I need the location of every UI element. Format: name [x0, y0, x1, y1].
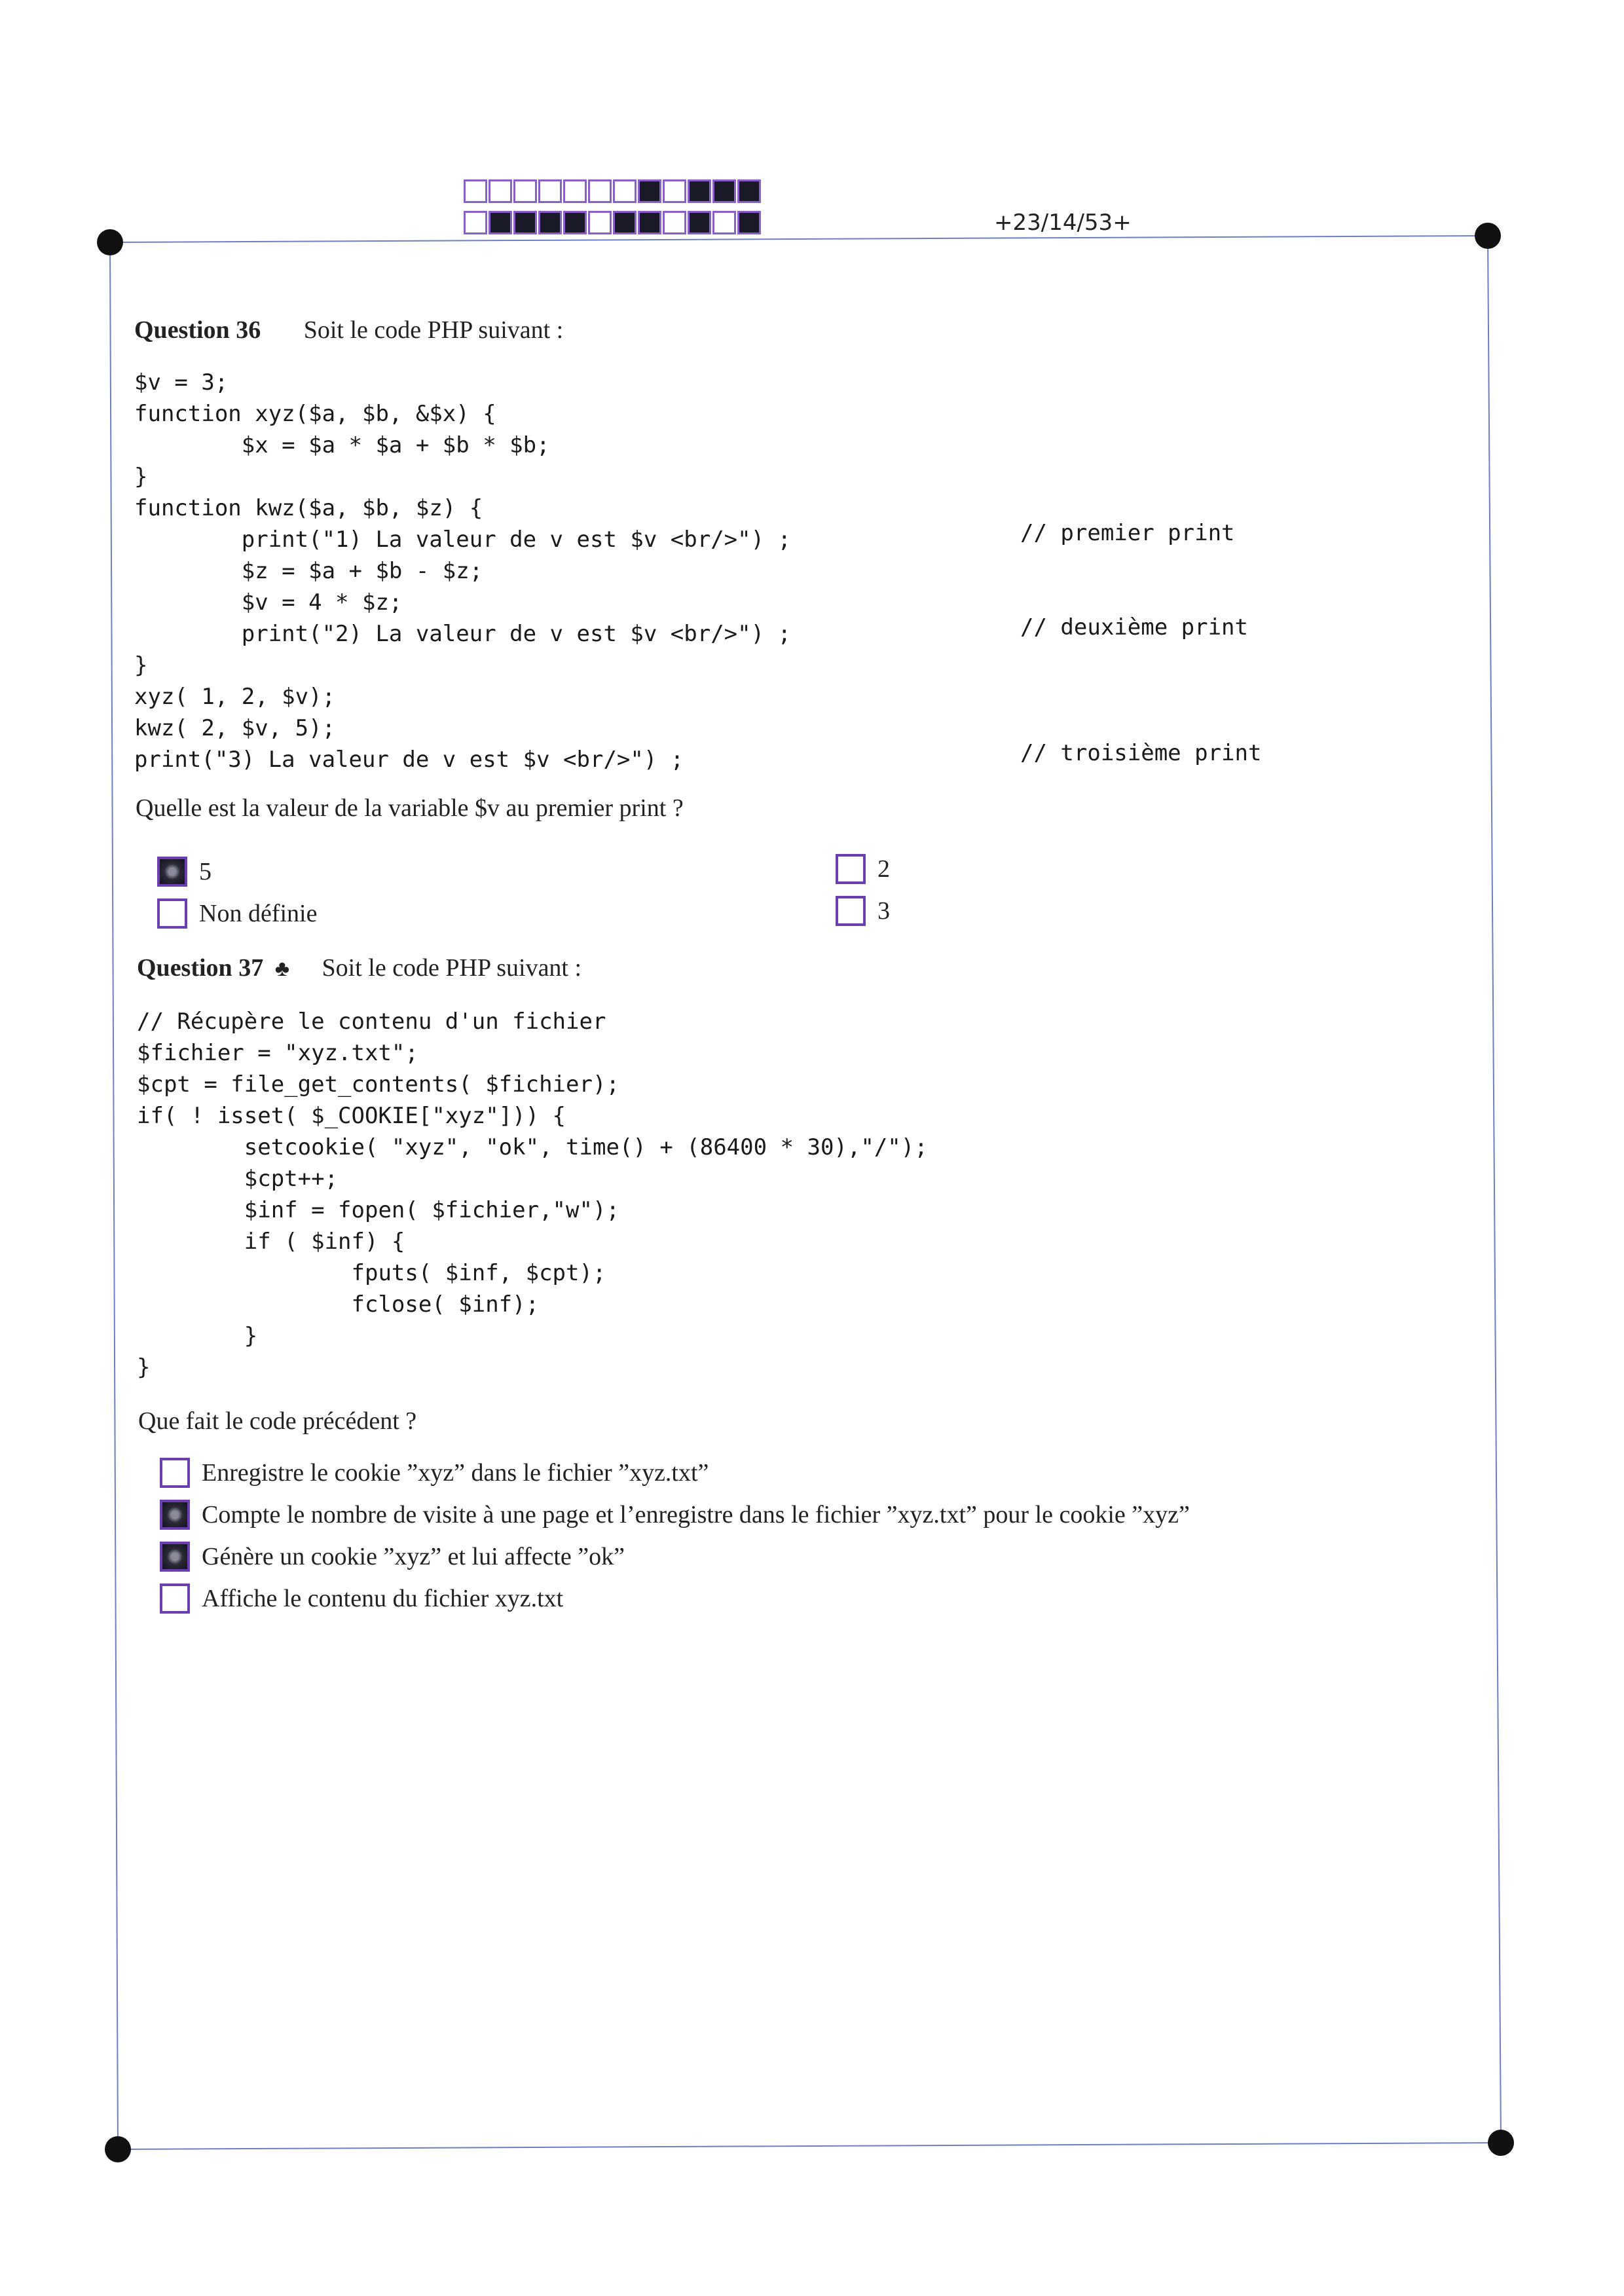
question-36-number: Question 36 — [134, 316, 261, 344]
question-37-code: // Récupère le contenu d'un fichier $fichier = "xyz.txt"; $cpt = file_get_contents( $fichier); if( ! isset( $_COOKIE["xyz"])) { setcookie( "xyz", "ok", time() + (86400 * 30),"/"); $cpt++; $inf = fopen( $fichier,"w"); if ( $inf) { fputs( $inf, $cpt); fclose( $inf); } } — [137, 1009, 928, 1380]
answer-37-c[interactable] — [160, 1542, 625, 1572]
barcode-row — [464, 179, 765, 204]
corner-mark-bottom-right — [1488, 2130, 1514, 2156]
answer-label: Enregistre le cookie ”xyz” dans le fichier ”xyz.txt” — [202, 1459, 709, 1487]
barcode-cell — [663, 179, 686, 203]
answer-37-a[interactable] — [160, 1458, 709, 1488]
corner-mark-top-left — [97, 229, 123, 255]
answer-label: 5 — [199, 858, 212, 885]
corner-mark-bottom-left — [105, 2136, 131, 2162]
answer-36-d[interactable] — [836, 896, 890, 926]
answer-checkbox[interactable] — [836, 854, 866, 884]
barcode-cell — [737, 179, 761, 203]
barcode-row — [464, 211, 765, 236]
answer-checkbox[interactable] — [836, 896, 866, 926]
comment-deuxieme-print: // deuxième print — [1020, 614, 1248, 640]
barcode-cell — [712, 179, 736, 203]
answer-37-d[interactable] — [160, 1583, 563, 1614]
question-37-intro: Soit le code PHP suivant : — [322, 954, 582, 982]
answer-36-c[interactable] — [836, 854, 890, 884]
comment-troisieme-print: // troisième print — [1020, 740, 1262, 766]
answer-label: Non définie — [199, 900, 318, 927]
barcode-cell — [663, 211, 686, 234]
question-37-heading — [137, 954, 581, 982]
barcode-cell — [513, 179, 537, 203]
barcode-cell — [563, 211, 587, 234]
barcode-cell — [613, 211, 637, 234]
barcode-cell — [489, 179, 512, 203]
comment-premier-print: // premier print — [1020, 520, 1235, 546]
barcode-cell — [588, 211, 612, 234]
page-id: +23/14/53+ — [994, 210, 1132, 236]
page-barcode — [464, 179, 765, 238]
answer-36-a[interactable] — [157, 857, 212, 887]
answer-37-b[interactable] — [160, 1500, 1190, 1530]
answer-label: Compte le nombre de visite à une page et l’enregistre dans le fichier ”xyz.txt” pour le cookie ”xyz” — [202, 1501, 1190, 1528]
club-icon: ♣ — [274, 957, 290, 981]
barcode-cell — [464, 211, 487, 234]
barcode-cell — [613, 179, 637, 203]
answer-checkbox[interactable] — [157, 857, 187, 887]
barcode-cell — [712, 211, 736, 234]
answer-36-b[interactable] — [157, 898, 317, 929]
answer-label: 3 — [877, 897, 890, 925]
barcode-cell — [513, 211, 537, 234]
question-36-heading — [134, 316, 563, 344]
corner-mark-top-right — [1475, 223, 1501, 249]
barcode-cell — [737, 211, 761, 234]
answer-checkbox[interactable] — [160, 1583, 190, 1614]
answer-label: Génère un cookie ”xyz” et lui affecte ”ok” — [202, 1543, 625, 1570]
question-37-number: Question 37 — [137, 954, 264, 982]
barcode-cell — [688, 211, 711, 234]
barcode-cell — [538, 211, 562, 234]
question-36-intro: Soit le code PHP suivant : — [303, 316, 564, 344]
answer-checkbox[interactable] — [160, 1500, 190, 1530]
barcode-cell — [464, 179, 487, 203]
barcode-cell — [638, 179, 661, 203]
barcode-cell — [538, 179, 562, 203]
barcode-cell — [638, 211, 661, 234]
question-37-prompt: Que fait le code précédent ? — [138, 1407, 417, 1435]
answer-label: Affiche le contenu du fichier xyz.txt — [202, 1585, 564, 1612]
answer-label: 2 — [877, 855, 890, 883]
barcode-cell — [489, 211, 512, 234]
answer-checkbox[interactable] — [160, 1542, 190, 1572]
barcode-cell — [563, 179, 587, 203]
question-36-prompt: Quelle est la valeur de la variable $v au premier print ? — [136, 794, 684, 822]
question-36-code: $v = 3; function xyz($a, $b, &$x) { $x = $a * $a + $b * $b; } function kwz($a, $b, $z) { print("1) La valeur de v est $v <br/>") ; $z = $a + $b - $z; $v = 4 * $z; print("2) La valeur de v est $v <br/>") ; } xyz( 1, 2, $v); kwz( 2, $v, 5); print("3) La valeur de v est $v <br/>") ; — [134, 369, 792, 773]
barcode-cell — [588, 179, 612, 203]
answer-checkbox[interactable] — [157, 898, 187, 929]
barcode-cell — [688, 179, 711, 203]
answer-checkbox[interactable] — [160, 1458, 190, 1488]
